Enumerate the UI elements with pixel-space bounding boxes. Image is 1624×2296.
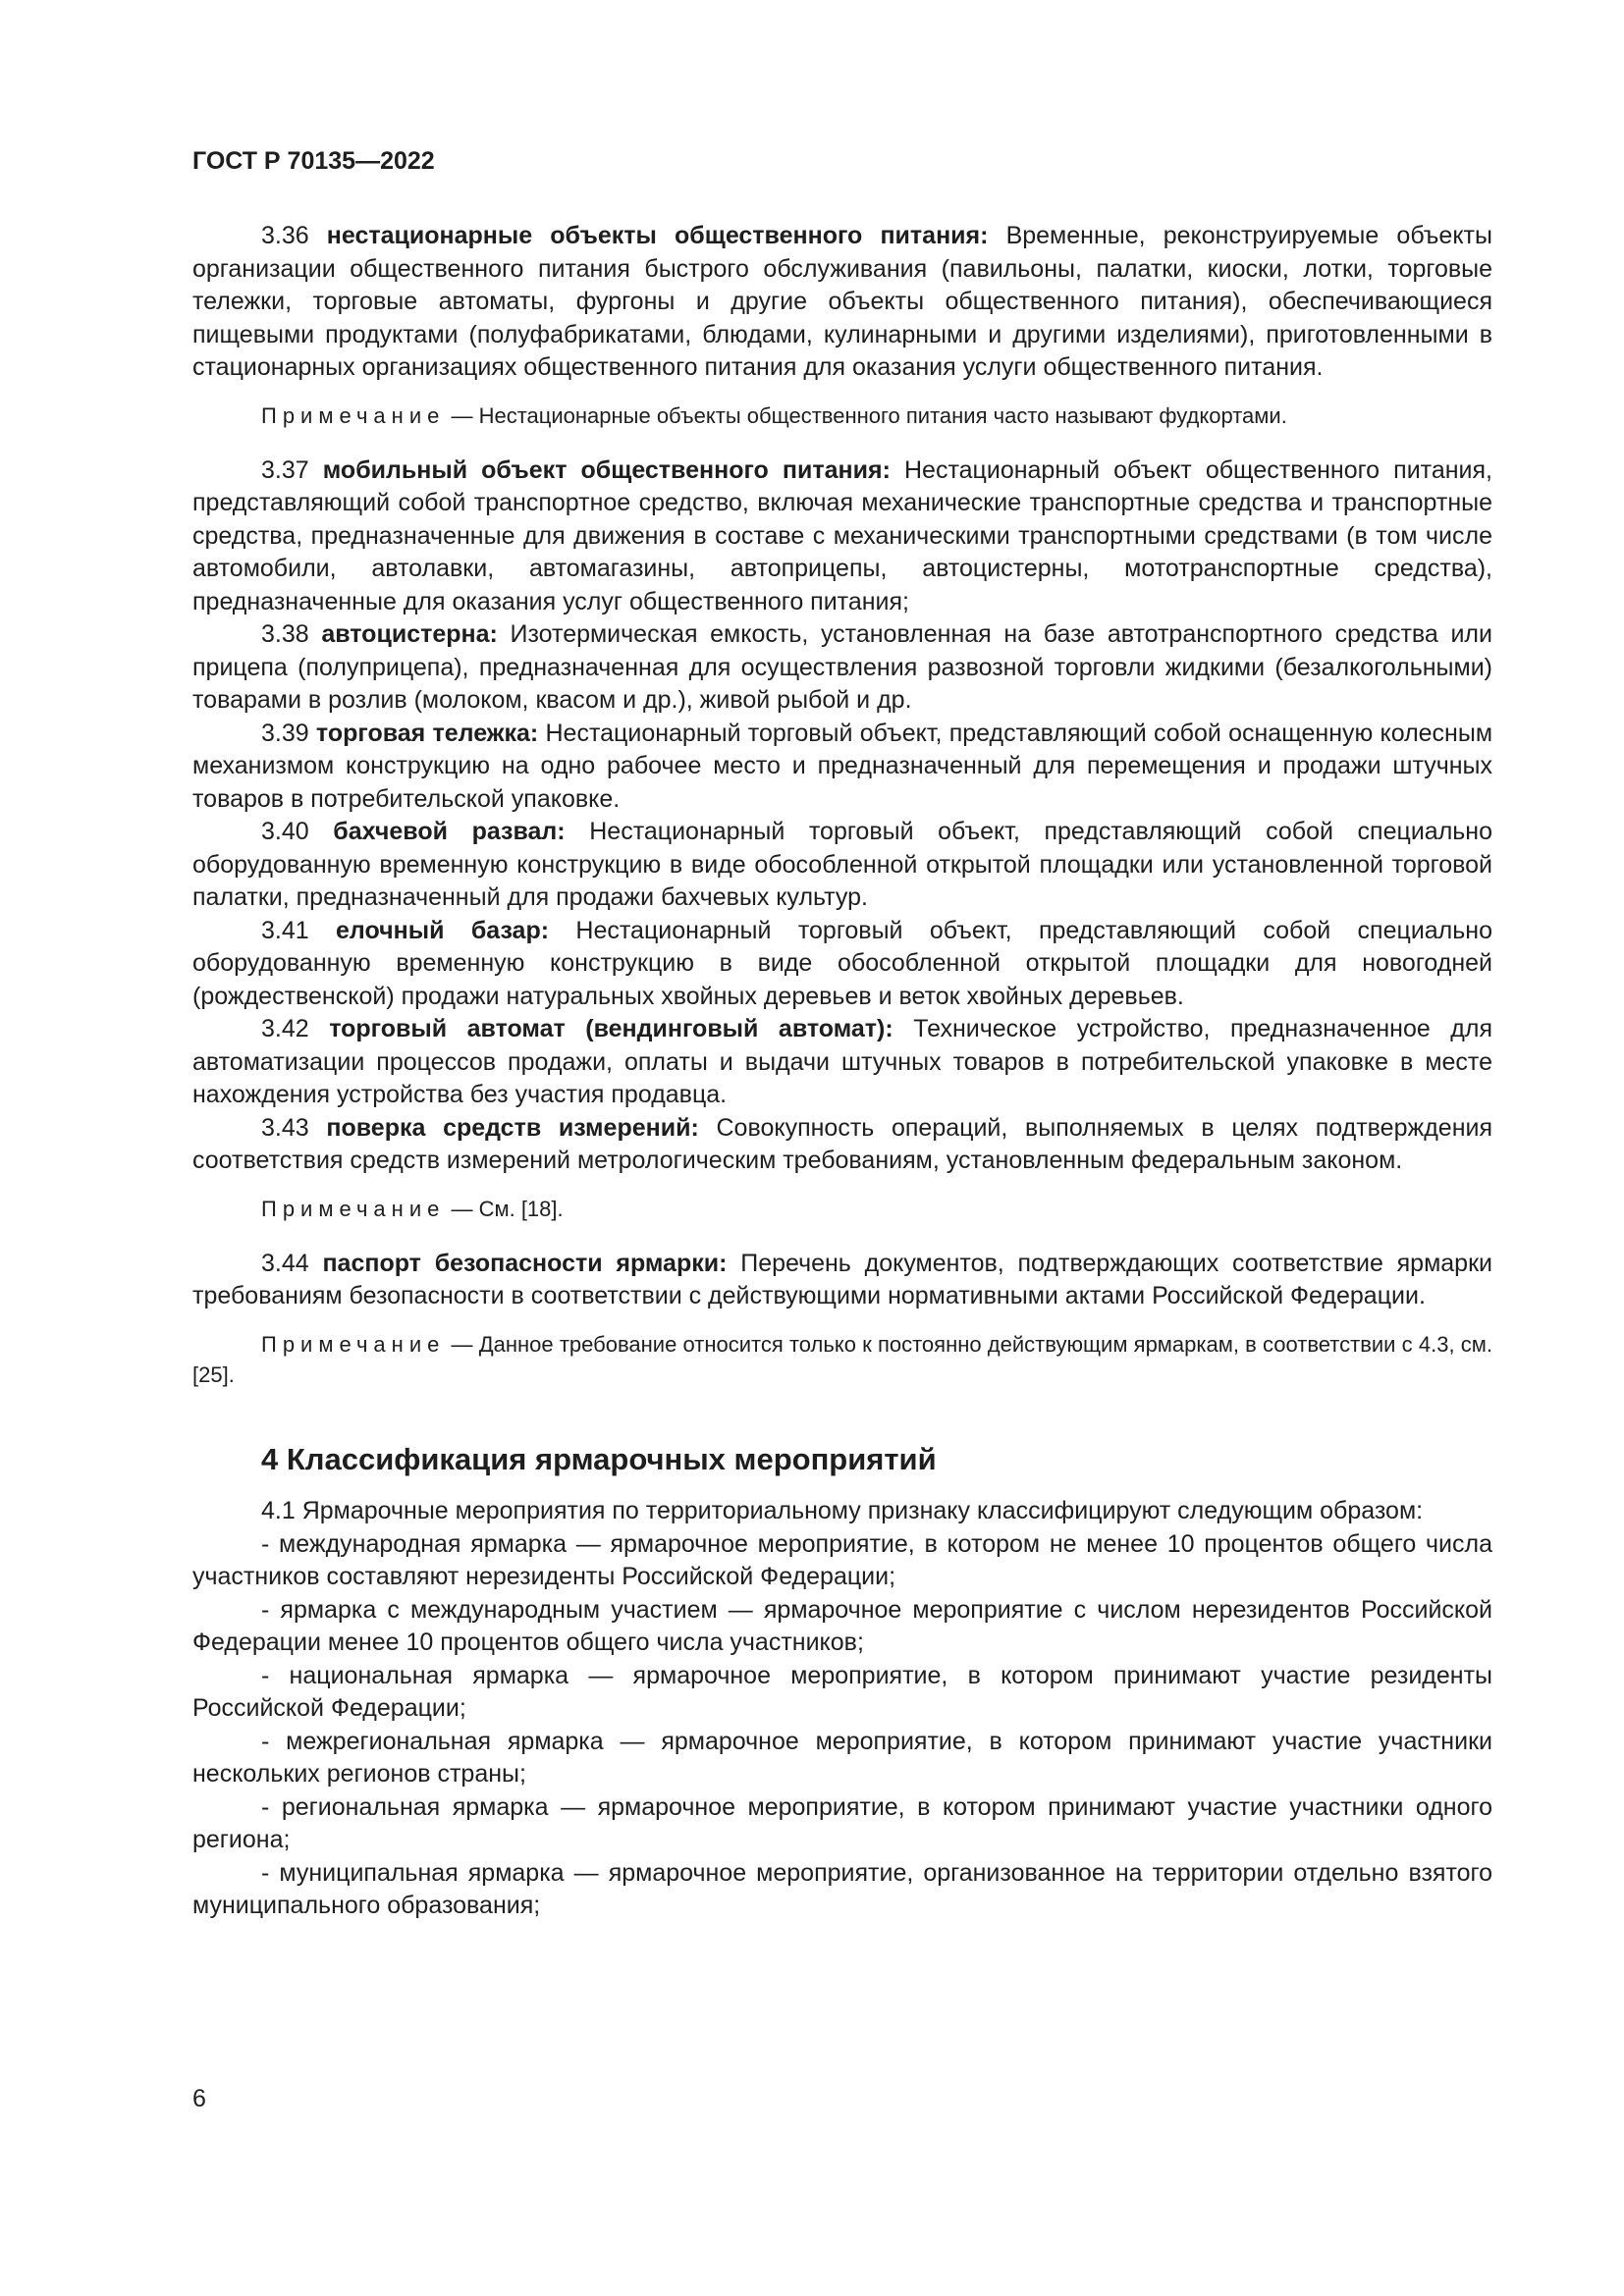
definition-term: поверка средств измерений: [326, 1113, 699, 1142]
definition-term: нестационарные объекты общественного питания: [326, 222, 989, 249]
definition-text: Временные, реконструируемые объекты организации общественного питания быстрого обслуживания (павильоны, палатки, киоски, лотки, торговые тележки, торговые автоматы, фургоны и другие объекты общественного питания), обеспечивающиеся пищевыми продуктами (полуфабрикатами, блюдами, кулинарными и другими изделиями), приготовленными в стационарных организациях общественного питания для оказания услуги общественного питания. [192, 222, 1492, 381]
definition-3-37 [192, 454, 1492, 619]
page-number: 6 [192, 2085, 206, 2112]
definition-3-43 [192, 1112, 1492, 1178]
definition-number: 3.42 [261, 1015, 309, 1042]
definition-text: Нестационарный торговый объект, представляющий собой специально оборудованную временную конструкцию в виде обособленной открытой площадки или установленной торговой палатки, предназначенный для продажи бахчевых культур. [192, 818, 1493, 911]
definition-term: торговая тележка: [315, 719, 539, 747]
note-text: — См. [18]. [451, 1196, 564, 1221]
section-intro: 4.1 Ярмарочные мероприятия по территориальному признаку классифицируют следующим образом: [261, 1497, 1424, 1524]
definition-3-41 [192, 915, 1492, 1014]
definition-3-40 [192, 816, 1492, 915]
definition-text: Совокупность операций, выполняемых в целях подтверждения соответствия средств измерений метрологическим требованиям, установленным федеральным законом. [192, 1113, 1493, 1174]
list-item: - ярмарка с международным участием — ярмарочное мероприятие с числом нерезидентов Российской Федерации менее 10 процентов общего числа участников; [192, 1595, 1492, 1656]
list-item: - региональная ярмарка — ярмарочное мероприятие, в котором принимают участие участники одного региона; [192, 1792, 1492, 1853]
page-content [192, 220, 1492, 1923]
note-text: — Нестационарные объекты общественного питания часто называют фудкортами. [451, 402, 1287, 428]
definition-number: 3.40 [261, 818, 309, 845]
definition-3-44 [192, 1248, 1492, 1313]
definition-text: Изотермическая емкость, установленная на базе автотранспортного средства или прицепа (полуприцепа), предназначенная для осуществления развозной торговли жидкими (безалкогольными) товарами в розлив (молоком, квасом и др.), живой рыбой и др. [192, 620, 1492, 714]
note-1 [192, 400, 1492, 431]
definition-text: Нестационарный торговый объект, представляющий собой оснащенную колесным механизмом конструкцию на одно рабочее место и предназначенный для перемещения и продажи штучных товаров в потребительской упаковке. [192, 719, 1493, 813]
definition-term: мобильный объект общественного питания: [322, 455, 891, 484]
list-item: - международная ярмарка — ярмарочное мероприятие, в котором не менее 10 процентов общего числа участников составляют нерезиденты Российской Федерации; [192, 1529, 1492, 1590]
note-label: Примечание [261, 402, 446, 428]
definition-term: бахчевой развал: [333, 818, 566, 845]
note-2 [192, 1194, 1492, 1224]
definition-number: 3.41 [261, 916, 309, 944]
list-item: - межрегиональная ярмарка — ярмарочное мероприятие, в котором принимают участие участники нескольких регионов страны; [192, 1727, 1492, 1788]
definition-term: паспорт безопасности ярмарки: [322, 1249, 728, 1277]
note-text: — Данное требование относится только к постоянно действующим ярмаркам, в соответствии с 4.3, см. [25]. [192, 1331, 1492, 1387]
section-title: 4 Классификация ярмарочных мероприятий [261, 1441, 937, 1476]
definition-term: автоцистерна: [321, 620, 498, 648]
definition-term: торговый автомат (вендинговый автомат): [329, 1015, 893, 1042]
definition-number: 3.39 [261, 719, 309, 747]
definition-number: 3.36 [261, 222, 309, 249]
note-label: Примечание [261, 1331, 446, 1357]
note-label: Примечание [261, 1196, 446, 1221]
definition-text: Перечень документов, подтверждающих соответствие ярмарки требованиям безопасности в соответствии с действующими нормативными актами Российской Федерации. [192, 1249, 1492, 1309]
definition-3-39 [192, 718, 1492, 817]
definition-text: Нестационарный торговый объект, представляющий собой специально оборудованную временную конструкцию в виде обособленной открытой площадки для новогодней (рождественской) продажи натуральных хвойных деревьев и веток хвойных деревьев. [192, 916, 1493, 1010]
definition-3-42 [192, 1013, 1492, 1112]
definition-text: Нестационарный объект общественного питания, представляющий собой транспортное средство, включая механические транспортные средства и транспортные средства, предназначенные для движения в составе с механическими транспортными средствами (в том числе автомобили, автолавки, автомагазины, автоприцепы, автоцистерны, мототранспортные средства), предназначенные для оказания услуг общественного питания; [192, 455, 1493, 615]
definition-number: 3.44 [261, 1249, 309, 1277]
definition-text: Техническое устройство, предназначенное для автоматизации процессов продажи, оплаты и выдачи штучных товаров в потребительской упаковке в месте нахождения устройства без участия продавца. [192, 1015, 1492, 1108]
definition-3-36 [192, 220, 1492, 385]
definition-term: елочный базар: [336, 916, 550, 944]
definition-number: 3.43 [261, 1113, 309, 1142]
list-item: - муниципальная ярмарка — ярмарочное мероприятие, организованное на территории отдельно взятого муниципального образования; [192, 1858, 1492, 1919]
definition-number: 3.37 [261, 455, 309, 484]
list-item: - национальная ярмарка — ярмарочное мероприятие, в котором принимают участие резиденты Российской Федерации; [192, 1661, 1492, 1722]
definition-number: 3.38 [261, 620, 309, 648]
note-3 [192, 1329, 1492, 1390]
document-code: ГОСТ Р 70135—2022 [192, 147, 435, 175]
definition-3-38 [192, 618, 1492, 718]
